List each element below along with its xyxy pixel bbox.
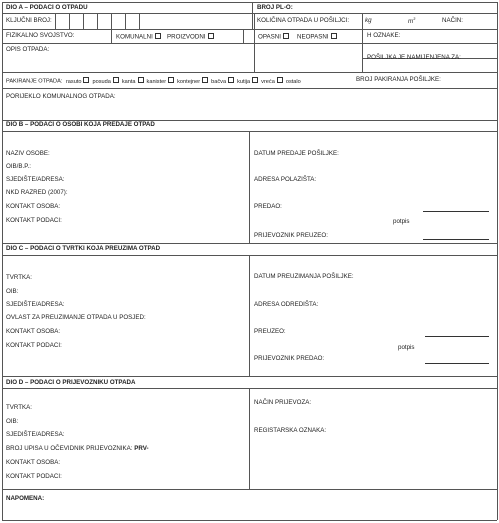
pakiranje-option[interactable]: ostalo [285, 78, 301, 85]
d-tvrtka: TVRTKA: [6, 404, 33, 411]
porijeklo-label: PORIJEKLO KOMUNALNOG OTPADA: [6, 93, 116, 100]
b-nkd: NKD RAZRED (2007): [6, 189, 68, 196]
pakiranje-option[interactable]: kanister [147, 79, 176, 85]
key-cell-line [83, 13, 84, 29]
pakiranje-option[interactable]: bačva [211, 79, 235, 85]
b-kontakt-osoba: KONTAKT OSOBA: [6, 203, 61, 210]
col-line [243, 29, 244, 43]
section-line [2, 243, 497, 244]
frame-left [2, 2, 3, 520]
section-d-title: DIO D – PODACI O PRIJEVOZNIKU OTPADA [6, 379, 136, 386]
col-line [249, 131, 250, 243]
d-sjediste: SJEDIŠTE/ADRESA: [6, 431, 65, 438]
proizvodni-option[interactable]: PROIZVODNI [167, 33, 215, 41]
pakiranje-checkbox[interactable] [168, 77, 174, 83]
pakiranje-option[interactable]: posuda [92, 79, 119, 85]
d-prv: PRV- [134, 445, 149, 452]
c-datum: DATUM PREUZIMANJA POŠILJKE: [254, 273, 354, 280]
fizikalno-label: FIZIKALNO SVOJSTVO: [6, 32, 75, 39]
c-preuzeo: PREUZEO: [254, 328, 286, 335]
c-potpis: potpis [398, 344, 415, 351]
d-nacin: NAČIN PRIJEVOZA: [254, 399, 312, 406]
unit-kg: kg [365, 17, 372, 24]
neopasni-option[interactable]: NEOPASNI [297, 33, 338, 41]
b-sjediste: SJEDIŠTE/ADRESA: [6, 176, 65, 183]
b-prijevoznik: PRIJEVOZNIK PREUZEO: [254, 232, 328, 239]
d-registarska: REGISTARSKA OZNAKA: [254, 427, 327, 434]
pakiranje-option[interactable]: rasuto [66, 79, 91, 85]
opis-label: OPIS OTPADA: [6, 46, 50, 53]
c-kontakt-osoba: KONTAKT OSOBA: [6, 328, 61, 335]
c-sjediste: SJEDIŠTE/ADRESA: [6, 301, 65, 308]
row-line [2, 13, 497, 14]
proizvodni-checkbox[interactable] [208, 33, 214, 39]
col-line [252, 2, 253, 29]
c-adresa: ADRESA ODREDIŠTA: [254, 301, 319, 308]
d-kontakt-osoba: KONTAKT OSOBA: [6, 459, 61, 466]
pakiranje-option[interactable]: vreća [261, 79, 284, 85]
h-oznake-label: H OZNAKE: [367, 32, 401, 39]
b-oib: OIB/B.P.: [6, 163, 31, 170]
pakiranje-checkbox[interactable] [202, 77, 208, 83]
section-a-title: DIO A – PODACI O OTPADU [6, 4, 88, 11]
frame-top [2, 2, 497, 3]
opasni-checkbox[interactable] [283, 33, 289, 39]
pakiranje-option[interactable]: kontejner [177, 79, 209, 85]
frame-right [497, 2, 498, 520]
row-line [2, 29, 497, 30]
pakiranje-checkbox[interactable] [252, 77, 258, 83]
row-line [2, 88, 497, 89]
pakiranje-row [6, 77, 301, 85]
b-datum: DATUM PREDAJE POŠILJKE: [254, 150, 339, 157]
key-cell-line [139, 13, 140, 29]
d-kontakt-podaci: KONTAKT PODACI: [6, 473, 62, 480]
key-cell-line [97, 13, 98, 29]
key-cell-line [55, 13, 56, 29]
section-line [2, 376, 497, 377]
col-line [249, 255, 250, 376]
b-kontakt-podaci: KONTAKT PODACI: [6, 217, 62, 224]
c-preuzeo-line [425, 336, 489, 337]
section-b-title: DIO B – PODACI O OSOBI KOJA PREDAJE OTPAD [6, 121, 155, 128]
d-oib: OIB: [6, 418, 19, 425]
namijenjena-label: POŠILJKA JE NAMIJENJENA ZA: [367, 54, 461, 61]
broj-pl-label: BROJ PL-O: [257, 4, 293, 11]
row-line [2, 72, 497, 73]
komunalni-checkbox[interactable] [155, 33, 161, 39]
pakiranje-checkbox[interactable] [113, 77, 119, 83]
pakiranje-option[interactable]: kutija [237, 79, 259, 85]
frame-bottom [2, 520, 497, 521]
pakiranje-checkbox[interactable] [83, 77, 89, 83]
col-line [111, 29, 112, 43]
neopasni-checkbox[interactable] [331, 33, 337, 39]
c-kontakt-podaci: KONTAKT PODACI: [6, 342, 62, 349]
kljucni-broj-label: KLJUČNI BROJ: [6, 17, 52, 24]
key-cell-line [69, 13, 70, 29]
b-potpis: potpis [393, 218, 410, 225]
nacin-label: NAČIN: [442, 17, 463, 24]
c-prijevoznik-line [425, 363, 489, 364]
b-adresa: ADRESA POLAZIŠTA: [254, 176, 317, 183]
section-c-title: DIO C – PODACI O TVRTKI KOJA PREUZIMA OTPAD [6, 245, 161, 252]
c-oib: OIB: [6, 288, 19, 295]
col-line [249, 388, 250, 489]
komunalni-option[interactable]: KOMUNALNI [116, 33, 162, 41]
key-cell-line [125, 13, 126, 29]
c-ovlast: OVLAST ZA PREUZIMANJE OTPADA U POSJED: [6, 314, 146, 321]
key-cell-line [111, 13, 112, 29]
b-prijevoznik-line [423, 239, 489, 240]
section-line [2, 489, 497, 490]
b-predao-line [423, 211, 489, 212]
row-line [2, 43, 497, 44]
c-prijevoznik: PRIJEVOZNIK PREDAO: [254, 355, 325, 362]
kolicina-label: KOLIČINA OTPADA U POŠILJCI: [257, 17, 350, 24]
pakiranje-option[interactable]: kanta [122, 79, 145, 85]
b-naziv: NAZIV OSOBE: [6, 150, 50, 157]
c-tvrtka: TVRTKA: [6, 274, 33, 281]
pakiranje-checkbox[interactable] [138, 77, 144, 83]
pakiranje-label: PAKIRANJE OTPADA: [6, 78, 63, 85]
col-line [362, 13, 363, 72]
d-broj-upisa: BROJ UPISA U OČEVIDNIK PRIJEVOZNIKA: PRV- [6, 445, 149, 452]
broj-pakiranja-label: BROJ PAKIRANJA POŠILJKE: [356, 76, 441, 83]
unit-m3: $m^3$ [408, 16, 416, 26]
pakiranje-checkbox[interactable] [228, 77, 234, 83]
opasni-option[interactable]: OPASNI [258, 33, 290, 41]
napomena-label: NAPOMENA: [6, 495, 45, 502]
pakiranje-checkbox[interactable] [277, 77, 283, 83]
b-predao: PREDAO: [254, 203, 282, 210]
col-line [254, 13, 255, 72]
